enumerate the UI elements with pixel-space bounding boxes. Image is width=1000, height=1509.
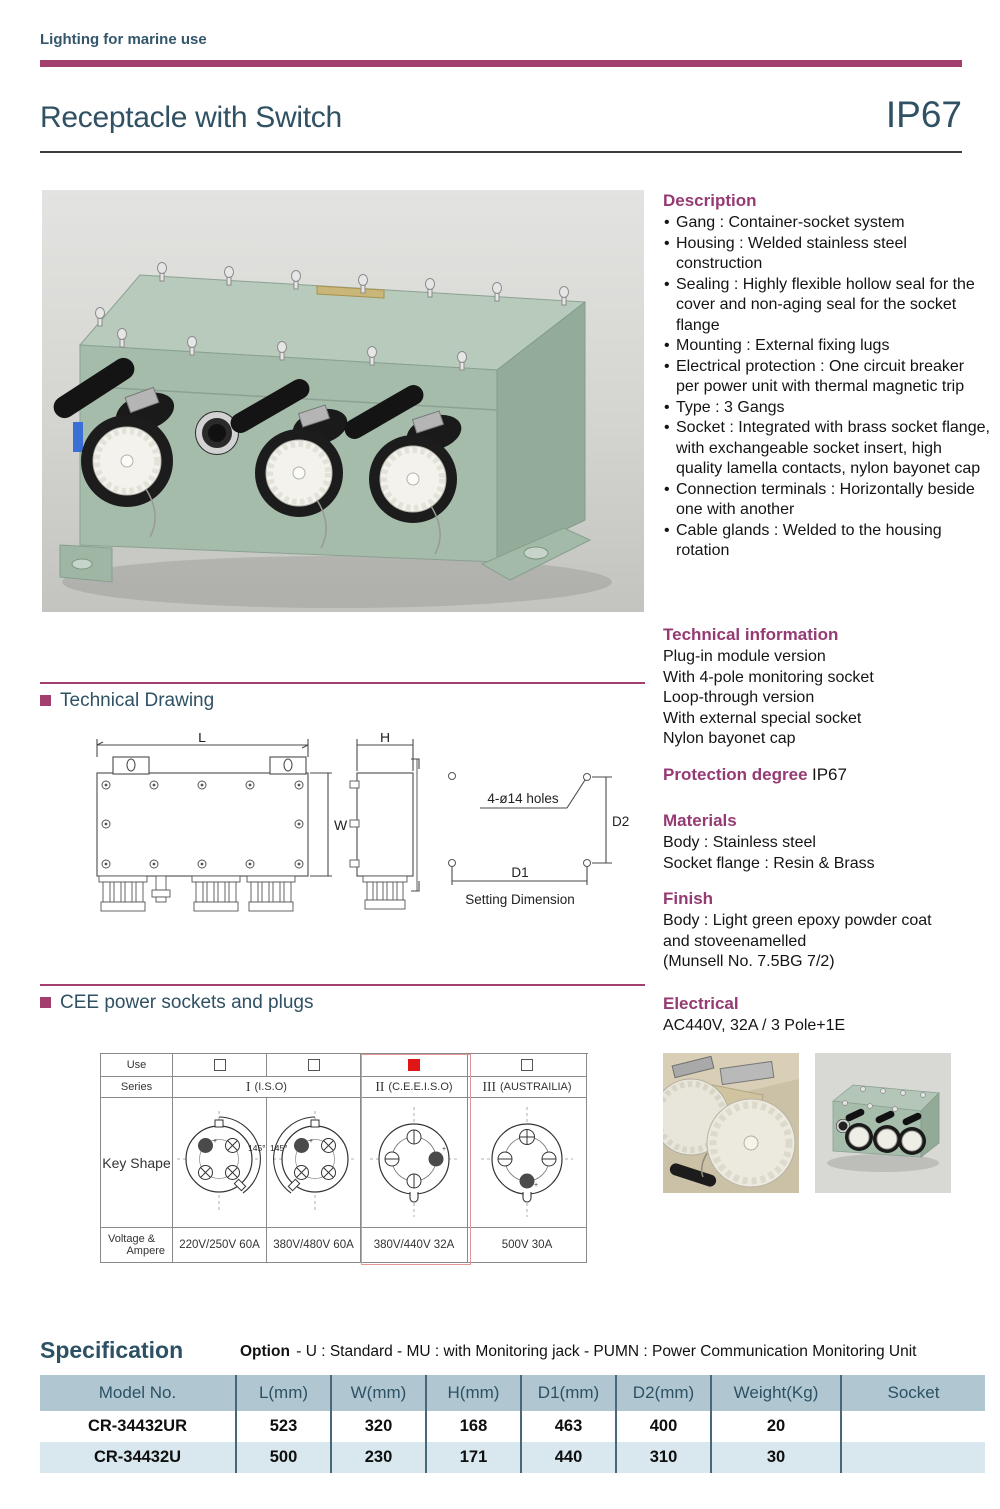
spec-value-cell: 30 [710,1442,840,1473]
spec-value-cell: 523 [235,1411,330,1442]
description-list [663,213,990,562]
section-divider [40,984,645,986]
spec-col-header: L(mm) [235,1375,330,1411]
cee-table [100,1053,588,1263]
technical-information-section [663,625,990,750]
materials-section [663,811,990,874]
cee-use-cell [173,1054,267,1077]
cee-voltage-value: 500V 30A [468,1228,587,1263]
use-checkbox-selected-icon [408,1059,420,1071]
svg-text:+: + [533,1181,538,1189]
use-checkbox-icon [521,1059,533,1071]
finish-heading: Finish [663,889,714,908]
protection-degree-heading: Protection degree [663,765,808,784]
option-text: - U : Standard - MU : with Monitoring jack - PUMN : Power Communication Monitoring Unit [296,1343,917,1360]
tech-info-line: Loop-through version [663,689,815,706]
description-bullet: • Cable glands : Welded to the housing rotation [663,521,990,562]
cee-heading-label: CEE power sockets and plugs [60,992,314,1013]
product-photo-main [42,190,644,612]
svg-text:+: + [441,1145,446,1153]
technical-drawing [40,733,650,938]
spec-col-header: H(mm) [425,1375,520,1411]
setting-dimension-caption: Setting Dimension [465,892,575,907]
spec-value-cell: 20 [710,1411,840,1442]
cee-use-label: Use [101,1054,173,1077]
protection-degree-value: IP67 [812,765,847,784]
cee-series-australia [468,1077,587,1098]
spec-value-cell: 171 [425,1442,520,1473]
cee-heading [40,992,313,1014]
description-bullet: • Housing : Welded stainless steel construction [663,234,990,275]
cee-use-cell-selected [361,1054,468,1077]
spec-model-cell: CR-34432U [40,1442,235,1473]
spec-col-header: Weight(Kg) [710,1375,840,1411]
dim-label-l: L [198,733,206,745]
key-shape-diagram-1 [174,1099,266,1227]
spec-col-header: W(mm) [330,1375,425,1411]
specification-heading: Specification [40,1337,184,1363]
materials-line: Socket flange : Resin & Brass [663,854,875,872]
spec-value-cell: 320 [330,1411,425,1442]
page-title: Receptacle with Switch [40,101,342,134]
series-name: (I.S.O) [254,1081,287,1093]
specification-table [40,1375,985,1473]
tech-info-line: Nylon bayonet cap [663,730,796,747]
spec-value-cell: 230 [330,1442,425,1473]
technical-drawing-heading-label: Technical Drawing [60,690,215,711]
use-checkbox-icon [308,1059,320,1071]
ip-rating: IP67 [885,94,962,135]
title-rule [40,151,962,153]
option-line [240,1343,916,1361]
voltage-label-line1: Voltage & [108,1233,156,1245]
svg-text:+: + [308,1137,313,1145]
electrical-heading: Electrical [663,994,739,1013]
finish-line: and stoveenamelled [663,932,807,950]
spec-value-cell: 400 [615,1411,710,1442]
accent-bar [40,60,962,67]
series-numeral: II [375,1079,385,1094]
cee-voltage-value: 380V/480V 60A [267,1228,361,1263]
angle-label: 145° [269,1142,288,1153]
key-shape-diagram-4 [469,1099,586,1227]
electrical-section [663,994,990,1037]
spec-value-cell: 310 [615,1442,710,1473]
tech-info-line: With 4-pole monitoring socket [663,668,874,686]
option-label: Option [240,1343,290,1360]
cee-series-iso [173,1077,361,1098]
cee-use-cell [468,1054,587,1077]
description-bullet: • Type : 3 Gangs [663,398,990,419]
cee-series-ceeiso [361,1077,468,1098]
description-bullet: • Sealing : Highly flexible hollow seal for the cover and non-aging seal for the socket flange [663,275,990,337]
spec-value-cell: 168 [425,1411,520,1442]
technical-drawing-heading [40,690,214,712]
spec-value-cell: 463 [520,1411,615,1442]
product-illustration [42,190,644,612]
square-bullet-icon [40,997,51,1008]
square-bullet-icon [40,695,51,706]
series-name: (C.E.E.I.S.O) [388,1081,453,1093]
angle-photo-illustration [815,1053,951,1193]
technical-drawing-svg [40,733,650,938]
finish-section [663,889,990,973]
spec-value-cell: 440 [520,1442,615,1473]
cee-voltage-label [101,1228,173,1263]
product-photo-angle [815,1053,951,1193]
spec-col-header: D2(mm) [615,1375,710,1411]
description-bullet: • Gang : Container-socket system [663,213,990,234]
cee-voltage-value: 380V/440V 32A [361,1228,468,1263]
key-shape-iso-220v [173,1098,267,1228]
dim-label-d1: D1 [511,865,529,880]
spec-socket-cell [840,1442,985,1473]
spec-col-header: D1(mm) [520,1375,615,1411]
key-shape-diagram-2 [268,1099,360,1227]
description-bullet: • Socket : Integrated with brass socket flange, with exchangeable socket insert, high quality lamella contacts, nylon bayonet cap [663,418,990,480]
angle-label: 145° [247,1142,266,1153]
description-heading: Description [663,191,757,210]
spec-col-header: Model No. [40,1375,235,1411]
category-label: Lighting for marine use [40,31,207,48]
cee-keyshape-label: Key Shape [101,1098,173,1228]
detail-photo-illustration [663,1053,799,1193]
tech-info-line: With external special socket [663,709,862,727]
voltage-label-line2: Ampere [126,1245,165,1257]
technical-information-heading: Technical information [663,625,839,644]
dim-label-d2: D2 [612,814,630,829]
finish-line: Body : Light green epoxy powder coat [663,912,932,929]
cee-voltage-value: 220V/250V 60A [173,1228,267,1263]
product-photo-detail [663,1053,799,1193]
finish-line: (Munsell No. 7.5BG 7/2) [663,953,835,970]
product-photos-row [663,1053,990,1193]
svg-text:+: + [212,1137,217,1145]
electrical-value: AC440V, 32A / 3 Pole+1E [663,1017,846,1034]
description-bullet: • Mounting : External fixing lugs [663,336,990,357]
description-bullet: • Electrical protection : One circuit breaker per power unit with thermal magnetic trip [663,357,990,398]
tech-info-line: Plug-in module version [663,648,826,665]
spec-model-cell: CR-34432UR [40,1411,235,1442]
cee-series-label: Series [101,1077,173,1098]
dim-label-h: H [379,733,391,745]
spec-value-cell: 500 [235,1442,330,1473]
series-numeral: III [482,1079,496,1094]
key-shape-diagram-3 [362,1099,467,1227]
materials-line: Body : Stainless steel [663,834,816,851]
spec-socket-cell [840,1411,985,1442]
key-shape-australia [468,1098,587,1228]
series-numeral: I [246,1079,251,1094]
use-checkbox-icon [214,1059,226,1071]
cee-use-cell [267,1054,361,1077]
key-shape-iso-380v [267,1098,361,1228]
protection-degree-section [663,765,990,785]
key-shape-ceeiso [361,1098,468,1228]
description-bullet: • Connection terminals : Horizontally beside one with another [663,480,990,521]
spec-col-header: Socket [840,1375,985,1411]
materials-heading: Materials [663,811,737,830]
series-name: (AUSTRAILIA) [499,1081,572,1093]
description-section [663,191,990,562]
section-divider [40,682,645,684]
dim-label-w: W [334,817,348,833]
holes-label: 4-ø14 holes [487,791,559,806]
